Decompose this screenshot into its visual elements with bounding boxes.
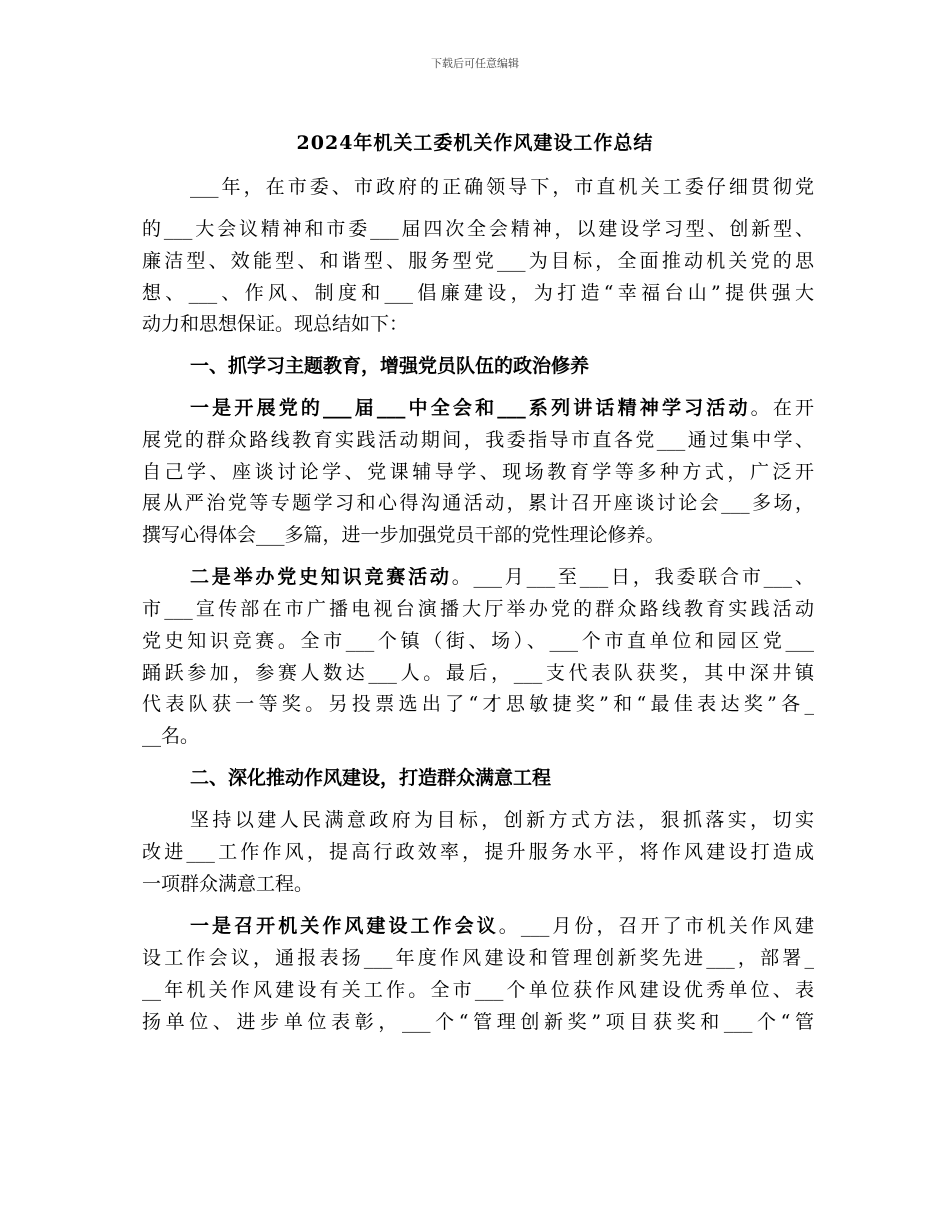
body-text: __年机关作风建设有关工作。全市___个单位获作风建设优秀单位、表 [142, 979, 814, 1001]
body-line [142, 721, 814, 751]
body-line [190, 393, 814, 423]
bold-heading-text: 一、抓学习主题教育，增强党员队伍的政治修养 [190, 355, 590, 377]
body-text: 党史知识竞赛。全市___个镇（街、场）、___个市直单位和园区党___ [142, 630, 814, 652]
body-line [190, 172, 814, 202]
body-line [142, 278, 814, 308]
body-text: 的___大会议精神和市委___届四次全会精神，以建设学习型、创新型、 [142, 218, 814, 240]
body-text: 。在开 [750, 397, 814, 419]
body-text: 代表队获一等奖。另投票选出了“才思敏捷奖”和“最佳表达奖”各_ [142, 693, 814, 715]
body-text: 改进___工作作风，提高行政效率，提升服务水平，将作风建设打造成 [142, 841, 814, 863]
body-text: __名。 [142, 725, 200, 747]
body-line [190, 763, 814, 793]
body-text: 市___宣传部在市广播电视台演播大厅举办党的群众路线教育实践活动 [142, 598, 814, 620]
body-line [142, 425, 814, 455]
body-text: 廉洁型、效能型、和谐型、服务型党___为目标，全面推动机关党的思 [142, 250, 814, 272]
body-line [142, 309, 814, 339]
document-title: 2024年机关工委机关作风建设工作总结 [296, 132, 654, 154]
body-line [142, 626, 814, 656]
body-line [142, 246, 814, 276]
bold-heading-text: 二、深化推动作风建设，打造群众满意工程 [190, 767, 552, 789]
body-line [190, 562, 814, 592]
body-line [142, 869, 814, 899]
body-line [142, 594, 814, 624]
page-header: 下载后可任意编辑 [431, 57, 519, 70]
bold-heading-text: 一是召开机关作风建设工作会议 [190, 915, 499, 937]
body-text: 设工作会议，通报表扬___年度作风建设和管理创新奖先进___，部署_ [142, 947, 814, 969]
body-line [190, 805, 814, 835]
body-line [142, 520, 814, 550]
body-line [142, 457, 814, 487]
body-text: 坚持以建人民满意政府为目标，创新方式方法，狠抓落实，切实 [190, 809, 814, 831]
body-line [142, 975, 814, 1005]
body-line [142, 488, 814, 518]
body-line [142, 658, 814, 688]
body-text: 展党的群众路线教育实践活动期间，我委指导市直各党___通过集中学、 [142, 429, 814, 451]
body-text: 展从严治党等专题学习和心得沟通活动，累计召开座谈讨论会___多场， [142, 492, 814, 514]
body-text: 自己学、座谈讨论学、党课辅导学、现场教育学等多种方式，广泛开 [142, 461, 814, 483]
body-text: 一项群众满意工程。 [142, 873, 314, 895]
body-line [142, 214, 814, 244]
body-line [190, 351, 814, 381]
body-line [142, 943, 814, 973]
body-text: 扬单位、进步单位表彰，___个“管理创新奖”项目获奖和___个“管 [142, 1011, 814, 1033]
body-line [142, 1007, 814, 1037]
body-text: ___年，在市委、市政府的正确领导下，市直机关工委仔细贯彻党 [190, 176, 814, 198]
body-line [190, 911, 814, 941]
body-text: 想、___、作风、制度和___倡廉建设，为打造“幸福台山”提供强大 [142, 282, 814, 304]
body-text: 踊跃参加，参赛人数达___人。最后，___支代表队获奖，其中深井镇 [142, 662, 814, 684]
body-line [142, 689, 814, 719]
body-text: 。___月___至___日，我委联合市___、 [451, 566, 814, 588]
body-text: 动力和思想保证。现总结如下： [142, 313, 409, 335]
body-line [142, 837, 814, 867]
bold-heading-text: 二是举办党史知识竞赛活动 [190, 566, 452, 588]
body-text: 撰写心得体会___多篇，进一步加强党员干部的党性理论修养。 [142, 524, 665, 546]
body-text: 。___月份，召开了市机关作风建 [498, 915, 814, 937]
bold-heading-text: 一是开展党的___届___中全会和___系列讲话精神学习活动 [190, 397, 751, 419]
